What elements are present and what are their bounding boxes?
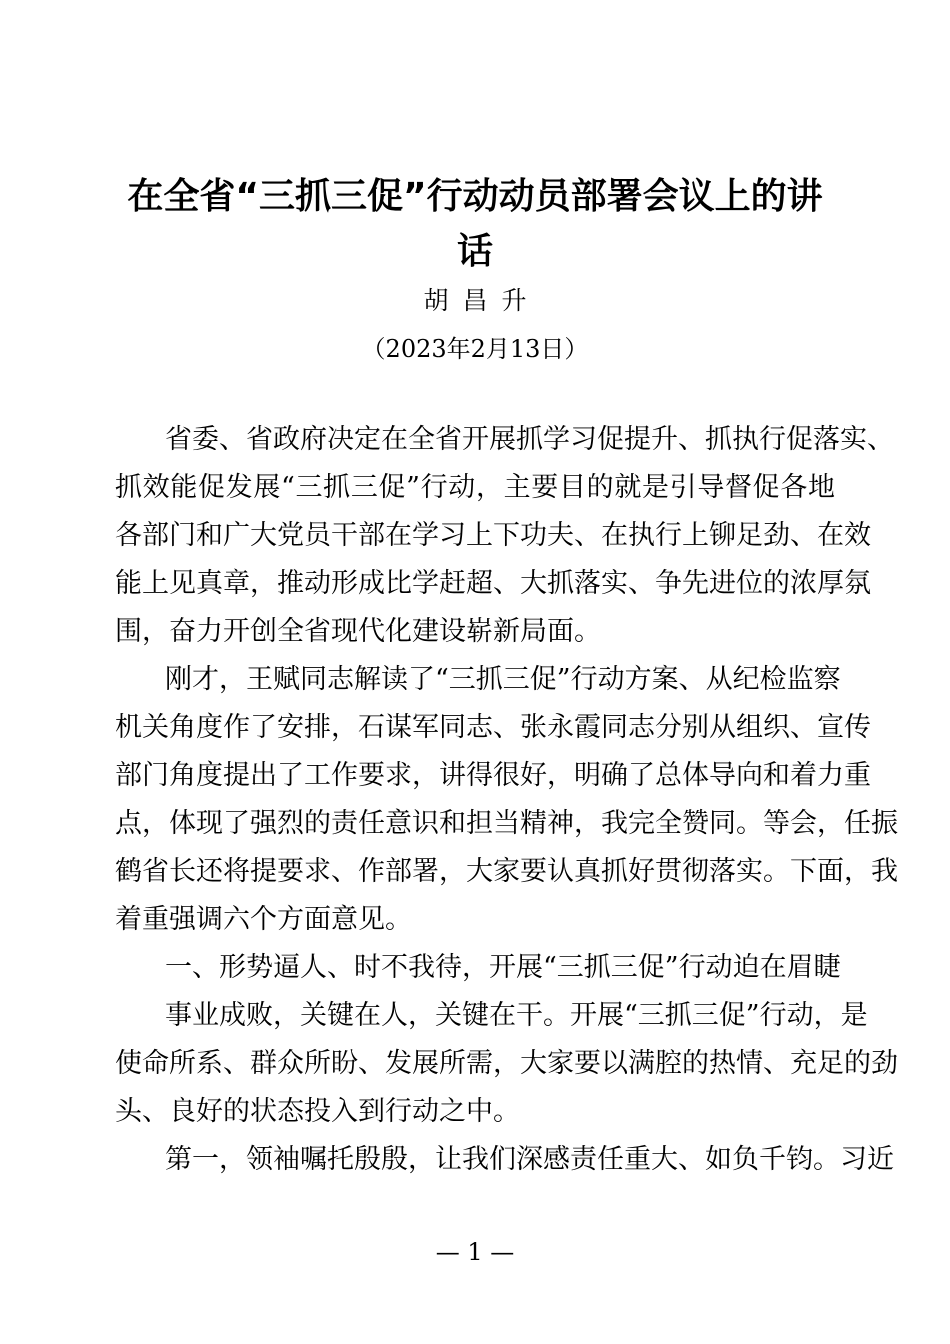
speech-date: （2023年2月13日） <box>361 335 589 363</box>
paragraph-line: 鹤省长还将提要求、作部署，大家要认真抓好贯彻落实。下面，我 <box>115 856 898 887</box>
paragraph-line: 机关角度作了安排，石谋军同志、张永霞同志分别从组织、宣传 <box>115 712 871 743</box>
paragraph-line: 使命所系、群众所盼、发展所需，大家要以满腔的热情、充足的劲 <box>115 1048 898 1079</box>
document-title-line2: 话 <box>456 231 493 272</box>
paragraph-line: 各部门和广大党员干部在学习上下功夫、在执行上铆足劲、在效 <box>115 520 871 551</box>
paragraph-line: 第一，领袖嘱托殷殷，让我们深感责任重大、如负千钧。习近 <box>165 1144 894 1175</box>
paragraph-line: 一、形势逼人、时不我待，开展“三抓三促”行动迫在眉睫 <box>165 952 841 983</box>
page-number: — 1 — <box>435 1238 515 1266</box>
author: 胡昌升 <box>423 286 541 315</box>
paragraph-line: 省委、省政府决定在全省开展抓学习促提升、抓执行促落实、 <box>165 424 894 455</box>
paragraph-line: 点，体现了强烈的责任意识和担当精神，我完全赞同。等会，任振 <box>115 808 898 839</box>
paragraph-line: 抓效能促发展“三抓三促”行动，主要目的就是引导督促各地 <box>115 472 835 503</box>
paragraph-line: 着重强调六个方面意见。 <box>115 904 412 935</box>
paragraph-line: 能上见真章，推动形成比学赶超、大抓落实、争先进位的浓厚氛 <box>115 568 871 599</box>
paragraph-line: 刚才，王赋同志解读了“三抓三促”行动方案、从纪检监察 <box>165 664 841 695</box>
paragraph-line: 事业成败，关键在人，关键在干。开展“三抓三促”行动，是 <box>165 1000 868 1031</box>
paragraph-line: 头、良好的状态投入到行动之中。 <box>115 1096 520 1127</box>
paragraph-line: 部门角度提出了工作要求，讲得很好，明确了总体导向和着力重 <box>115 760 871 791</box>
paragraph-line: 围，奋力开创全省现代化建设崭新局面。 <box>115 616 601 647</box>
document-title-line1: 在全省“三抓三促”行动动员部署会议上的讲 <box>127 176 823 217</box>
